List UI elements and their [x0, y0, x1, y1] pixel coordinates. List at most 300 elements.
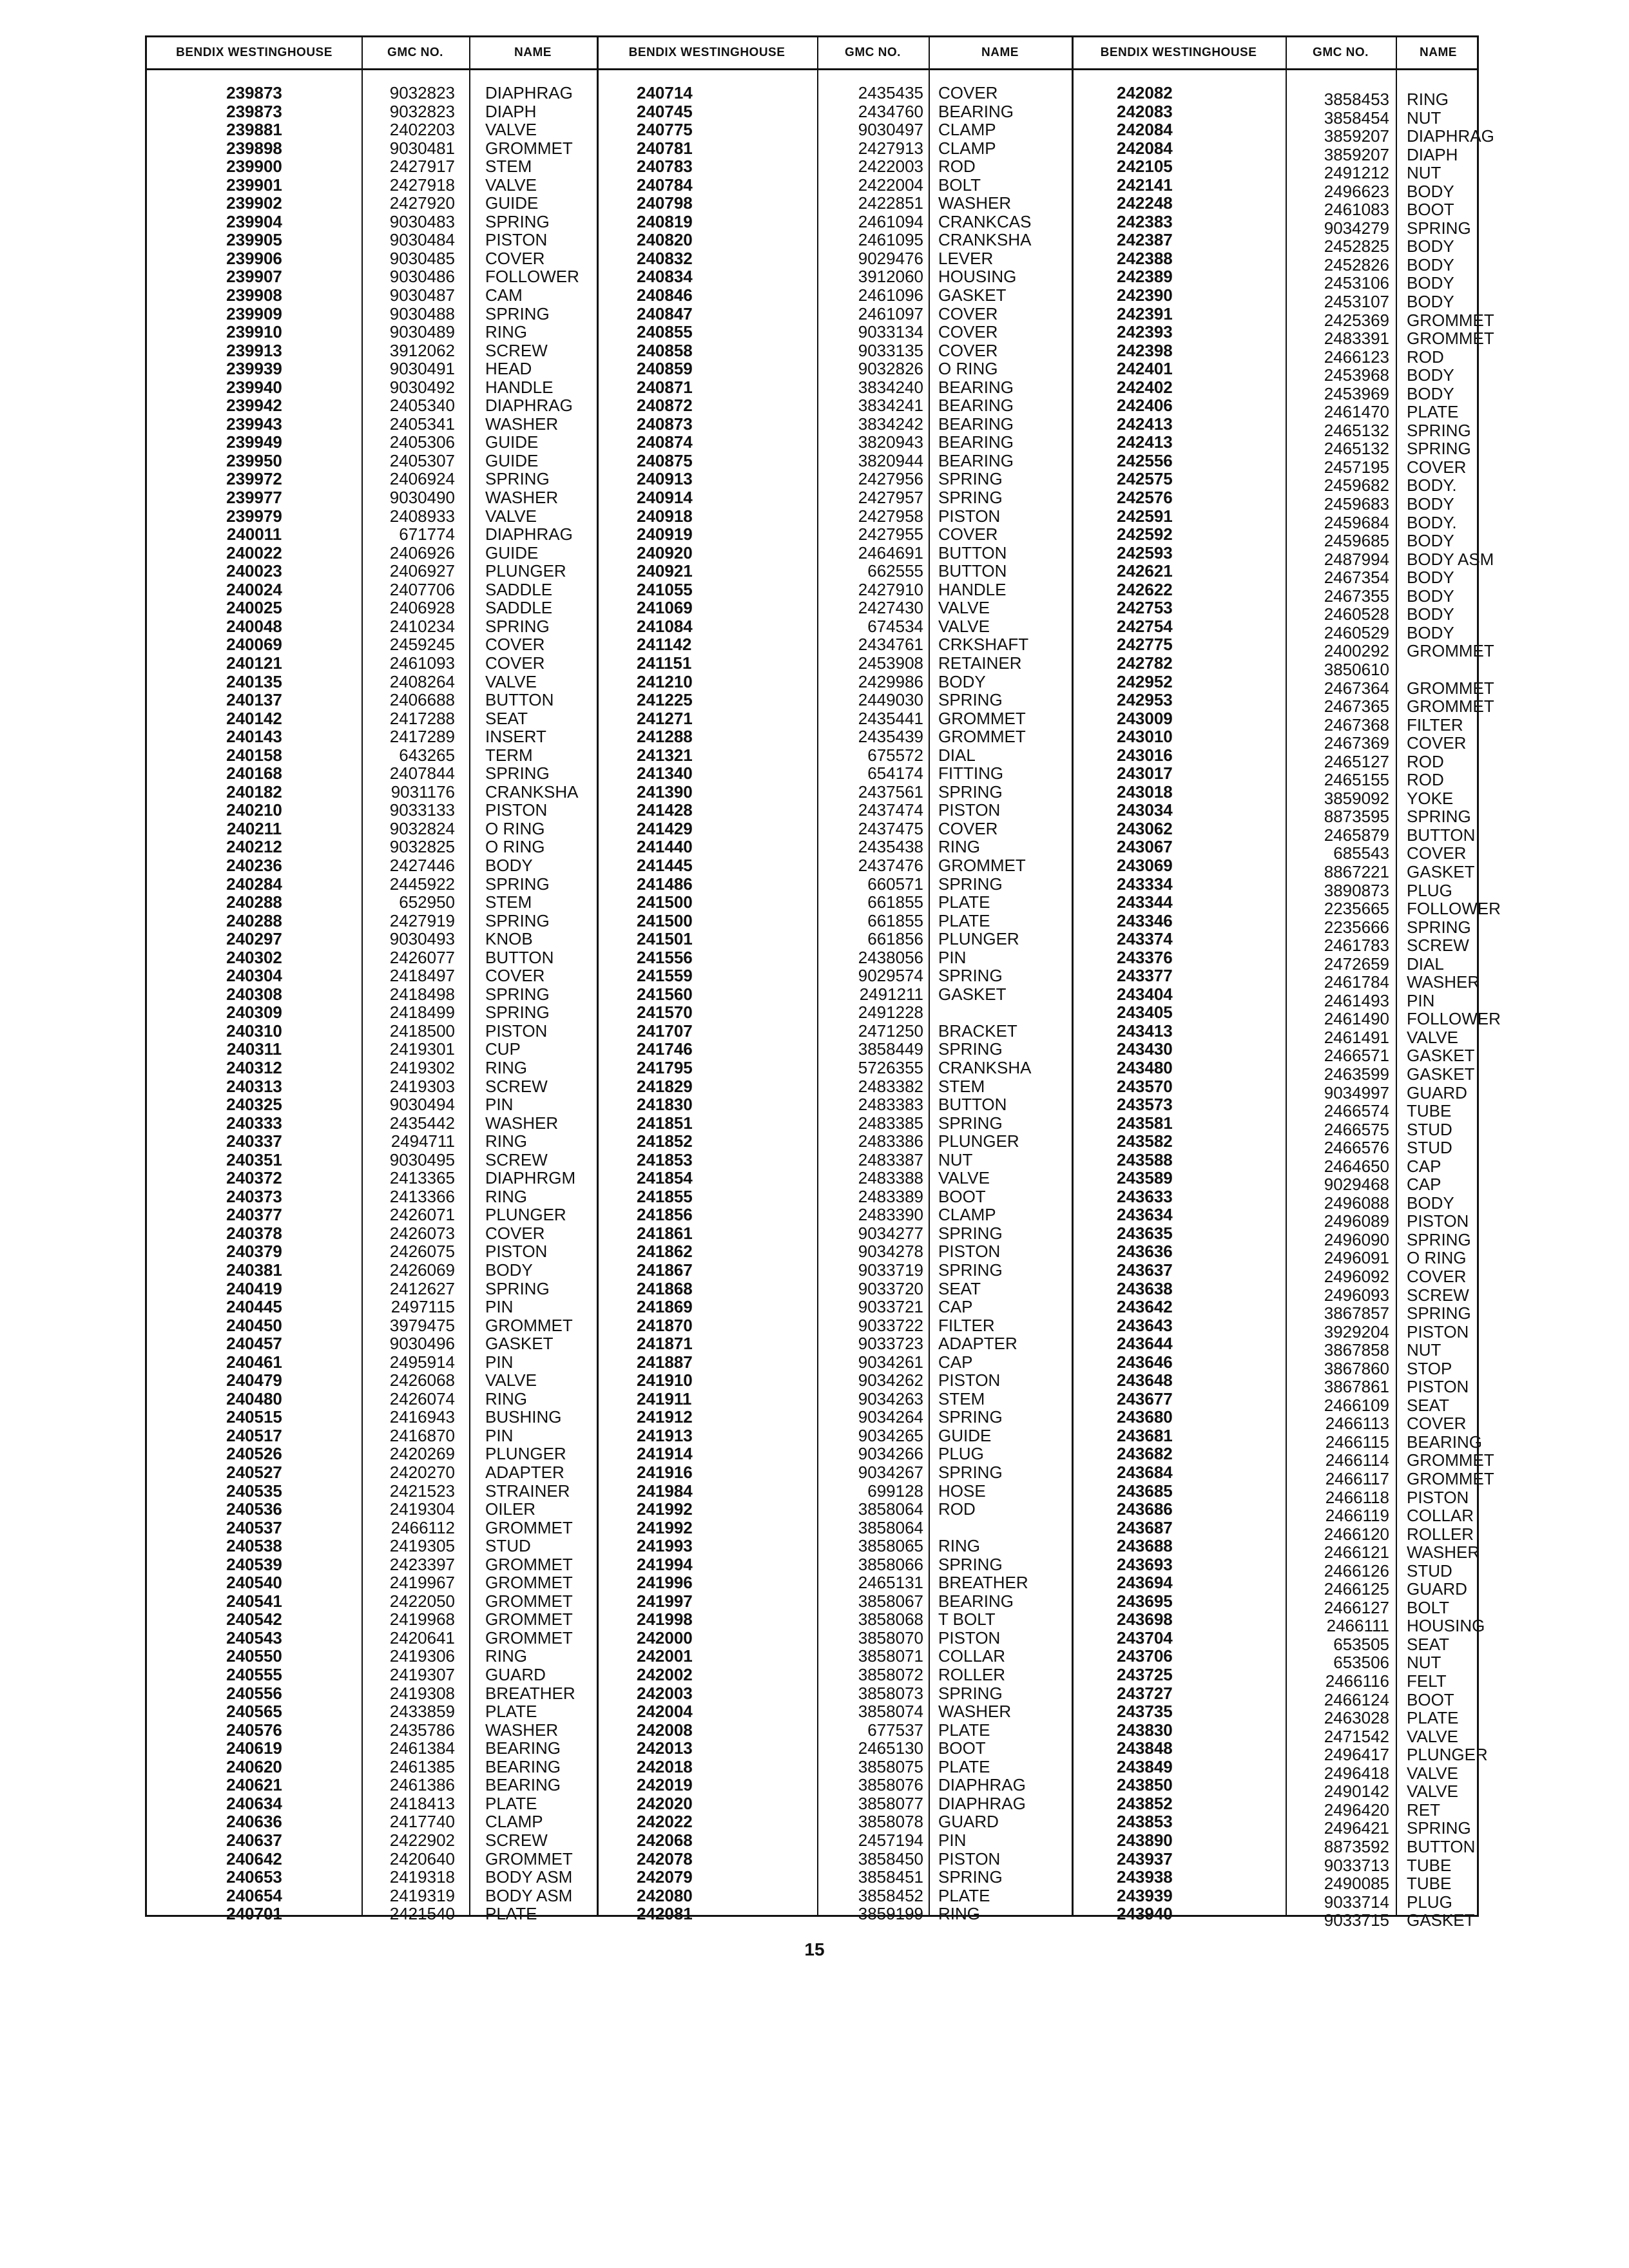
gmc-part-number: 2463028 [1324, 1708, 1389, 1728]
gmc-part-number: 2419303 [389, 1076, 455, 1096]
bendix-part-number: 240620 [226, 1756, 282, 1776]
part-name: PISTON [938, 1628, 1001, 1648]
bendix-part-number: 242019 [637, 1775, 693, 1795]
gmc-part-number: 2406924 [389, 469, 455, 489]
part-name: COLLAR [938, 1646, 1006, 1666]
bendix-part-number: 240011 [226, 524, 282, 544]
part-name: TUBE [1407, 1874, 1452, 1894]
gmc-part-number: 2419308 [389, 1683, 455, 1703]
part-name: VALVE [1407, 1027, 1458, 1047]
bendix-part-number: 240168 [226, 764, 282, 783]
bendix-part-number: 243034 [1117, 800, 1173, 820]
gmc-part-number: 2405306 [389, 432, 455, 452]
gmc-part-number: 2483382 [858, 1076, 923, 1096]
bendix-part-number: 240288 [226, 910, 282, 930]
gmc-part-number: 2459684 [1324, 512, 1389, 532]
part-name: TERM [485, 745, 533, 765]
gmc-part-number: 3867861 [1324, 1377, 1389, 1397]
gmc-part-number: 2418498 [389, 984, 455, 1004]
gmc-part-number: 2459683 [1324, 494, 1389, 514]
part-name: BODY ASM [485, 1867, 573, 1887]
part-name: FOLLOWER [1407, 899, 1501, 919]
gmc-part-number: 3858077 [858, 1793, 923, 1813]
gmc-part-number: 9030485 [389, 248, 455, 268]
bendix-part-number: 243677 [1117, 1389, 1173, 1408]
gmc-part-number: 2461094 [858, 211, 923, 231]
gmc-part-number: 9034997 [1324, 1082, 1389, 1102]
part-name: BRACKET [938, 1021, 1017, 1041]
bendix-part-number: 240637 [226, 1830, 282, 1850]
part-name: FOLLOWER [1407, 1009, 1501, 1029]
bendix-part-number: 243853 [1117, 1812, 1173, 1832]
bendix-part-number: 241445 [637, 855, 693, 875]
part-name: ROD [1407, 770, 1444, 790]
bendix-part-number: 243684 [1117, 1463, 1173, 1483]
part-name: SCREW [1407, 1285, 1469, 1305]
part-name: BEARING [938, 414, 1014, 434]
gmc-part-number: 2408933 [389, 506, 455, 526]
header-gmc-no: GMC NO. [845, 46, 901, 59]
gmc-part-number: 9032824 [389, 818, 455, 838]
part-name: SPRING [938, 1223, 1003, 1243]
gmc-part-number: 2453968 [1324, 365, 1389, 385]
part-name: PIN [485, 1095, 514, 1115]
part-name: CRKSHAFT [938, 635, 1029, 655]
gmc-part-number: 661855 [867, 892, 923, 912]
bendix-part-number: 240069 [226, 635, 282, 655]
gmc-part-number: 3858074 [858, 1702, 923, 1722]
part-name: NUT [938, 1149, 973, 1169]
part-name: PLUNGER [485, 561, 566, 581]
part-name: BODY [1407, 622, 1454, 642]
gmc-part-number: 2460529 [1324, 622, 1389, 642]
part-name: ROD [938, 157, 976, 177]
part-name: ROLLER [938, 1665, 1006, 1685]
part-name [1407, 660, 1479, 679]
part-name: HEAD [485, 359, 532, 379]
gmc-part-number: 674534 [867, 616, 923, 636]
bendix-part-number: 240337 [226, 1131, 282, 1151]
part-name: BEARING [938, 450, 1014, 470]
bendix-part-number: 240304 [226, 966, 282, 986]
bendix-part-number: 240565 [226, 1702, 282, 1722]
part-name: PISTON [938, 1849, 1001, 1869]
gmc-part-number: 2472659 [1324, 954, 1389, 974]
bendix-part-number: 240745 [637, 101, 693, 121]
gmc-part-number: 9030489 [389, 322, 455, 342]
bendix-part-number: 240858 [637, 340, 693, 360]
gmc-part-number: 2483386 [858, 1131, 923, 1151]
bendix-part-number: 241746 [637, 1039, 693, 1059]
bendix-part-number: 242575 [1117, 469, 1173, 489]
part-name: COVER [1407, 733, 1467, 753]
bendix-part-number: 243682 [1117, 1444, 1173, 1464]
part-name: BODY [1407, 494, 1454, 514]
gmc-part-number: 9033723 [858, 1334, 923, 1354]
part-name: SPRING [938, 1683, 1003, 1703]
gmc-part-number: 2437476 [858, 855, 923, 875]
bendix-part-number: 240302 [226, 947, 282, 967]
bendix-part-number: 239901 [226, 175, 282, 195]
bendix-part-number: 240025 [226, 598, 282, 618]
part-name: COVER [938, 322, 998, 342]
gmc-part-number: 9032823 [389, 83, 455, 102]
gmc-part-number: 2496420 [1324, 1800, 1389, 1820]
bendix-part-number: 240783 [637, 157, 693, 177]
bendix-part-number: 239907 [226, 267, 282, 287]
gmc-part-number: 3834240 [858, 377, 923, 397]
gmc-part-number: 2466109 [1324, 1395, 1389, 1415]
gmc-part-number: 2427910 [858, 579, 923, 599]
bendix-part-number: 240619 [226, 1738, 282, 1758]
bendix-part-number: 239977 [226, 488, 282, 508]
gmc-part-number: 2457195 [1324, 457, 1389, 477]
part-name: GUIDE [938, 1425, 992, 1445]
bendix-part-number: 241992 [637, 1517, 693, 1537]
part-name: BUTTON [1407, 825, 1476, 845]
part-name: DIAPHRAG [938, 1793, 1026, 1813]
bendix-part-number: 240642 [226, 1849, 282, 1869]
part-name: PISTON [938, 1242, 1001, 1262]
bendix-part-number: 240378 [226, 1223, 282, 1243]
bendix-part-number: 243376 [1117, 947, 1173, 967]
part-name: VALVE [485, 1370, 537, 1390]
part-name: BODY [1407, 604, 1454, 624]
part-name: SPRING [485, 303, 550, 323]
bendix-part-number: 240536 [226, 1499, 282, 1519]
gmc-part-number: 3858065 [858, 1536, 923, 1556]
part-name: BEARING [485, 1738, 561, 1758]
part-name: PLUNGER [938, 1131, 1019, 1151]
part-name: COLLAR [1407, 1506, 1474, 1526]
part-name: DIAPHRAG [485, 83, 573, 102]
bendix-part-number: 240541 [226, 1591, 282, 1611]
part-name: BEARING [1407, 1432, 1483, 1452]
part-name: BUTTON [485, 947, 554, 967]
part-name: STUD [1407, 1138, 1452, 1158]
part-name: HOSE [938, 1481, 986, 1501]
bendix-part-number: 242082 [1117, 83, 1173, 102]
part-name: BOOT [938, 1738, 986, 1758]
bendix-part-number: 242084 [1117, 138, 1173, 158]
gmc-part-number: 2420269 [389, 1444, 455, 1464]
gmc-part-number: 653505 [1333, 1634, 1389, 1654]
part-name: SPRING [938, 1867, 1003, 1887]
part-name: SPRING [938, 488, 1003, 508]
part-name: BUTTON [1407, 1836, 1476, 1856]
gmc-part-number: 2426075 [389, 1242, 455, 1262]
bendix-part-number: 240871 [637, 377, 693, 397]
bendix-part-number: 242952 [1117, 671, 1173, 691]
gmc-part-number: 9030491 [389, 359, 455, 379]
gmc-part-number: 654174 [867, 764, 923, 783]
gmc-part-number: 2461096 [858, 285, 923, 305]
bendix-part-number: 240634 [226, 1793, 282, 1813]
bendix-part-number: 239972 [226, 469, 282, 489]
gmc-part-number: 2496421 [1324, 1818, 1389, 1838]
part-name: BEARING [938, 432, 1014, 452]
part-name: PLUNGER [485, 1444, 566, 1464]
part-name: PIN [485, 1297, 514, 1317]
bendix-part-number: 240781 [637, 138, 693, 158]
part-name: CLAMP [938, 1205, 996, 1225]
bendix-part-number: 243937 [1117, 1849, 1173, 1869]
gmc-part-number: 2427430 [858, 598, 923, 618]
gmc-part-number: 5726355 [858, 1057, 923, 1077]
bendix-part-number: 240121 [226, 653, 282, 673]
part-name: FITTING [938, 764, 1004, 783]
gmc-part-number: 2461083 [1324, 200, 1389, 220]
part-name: SPRING [938, 690, 1003, 710]
gmc-part-number: 9033715 [1324, 1910, 1389, 1930]
bendix-part-number: 240555 [226, 1665, 282, 1685]
bendix-part-number: 242004 [637, 1702, 693, 1722]
bendix-part-number: 239950 [226, 450, 282, 470]
part-name: BODY [938, 671, 986, 691]
gmc-part-number: 2437561 [858, 782, 923, 802]
gmc-part-number: 3929204 [1324, 1321, 1389, 1341]
bendix-part-number: 240919 [637, 524, 693, 544]
gmc-part-number: 3858076 [858, 1775, 923, 1795]
bendix-part-number: 242020 [637, 1793, 693, 1813]
gmc-part-number: 9033721 [858, 1297, 923, 1317]
part-name: RING [485, 1646, 527, 1666]
bendix-part-number: 243695 [1117, 1591, 1173, 1611]
gmc-part-number: 2467355 [1324, 586, 1389, 606]
part-name: GROMMET [1407, 697, 1494, 716]
gmc-part-number: 2465132 [1324, 420, 1389, 440]
gmc-part-number: 3890873 [1324, 880, 1389, 900]
gmc-part-number: 2427919 [389, 910, 455, 930]
bendix-part-number: 243848 [1117, 1738, 1173, 1758]
part-name: PIN [938, 947, 967, 967]
bendix-part-number: 240288 [226, 892, 282, 912]
gmc-part-number: 2419305 [389, 1536, 455, 1556]
bendix-part-number: 240515 [226, 1407, 282, 1427]
part-name: GROMMET [485, 1591, 573, 1611]
gmc-part-number: 9030483 [389, 211, 455, 231]
bendix-part-number: 240479 [226, 1370, 282, 1390]
gmc-part-number: 2467369 [1324, 733, 1389, 753]
gmc-part-number: 3859207 [1324, 126, 1389, 146]
part-name: COVER [938, 818, 998, 838]
bendix-part-number: 239881 [226, 120, 282, 140]
gmc-part-number: 3858072 [858, 1665, 923, 1685]
part-name: GROMMET [485, 138, 573, 158]
part-name: GUARD [485, 1665, 546, 1685]
bendix-part-number: 240313 [226, 1076, 282, 1096]
bendix-part-number: 243637 [1117, 1260, 1173, 1280]
part-name: HANDLE [938, 579, 1007, 599]
bendix-part-number: 240539 [226, 1554, 282, 1574]
bendix-part-number: 240873 [637, 414, 693, 434]
column-gmc-no [1287, 84, 1389, 1930]
gmc-part-number: 2483389 [858, 1186, 923, 1206]
part-name: RING [485, 1057, 527, 1077]
bendix-part-number: 243016 [1117, 745, 1173, 765]
bendix-part-number: 241853 [637, 1149, 693, 1169]
bendix-part-number: 240284 [226, 874, 282, 894]
bendix-part-number: 240022 [226, 543, 282, 562]
gmc-part-number: 3858071 [858, 1646, 923, 1666]
bendix-part-number: 242413 [1117, 432, 1173, 452]
part-name: PLATE [938, 1756, 990, 1776]
gmc-part-number: 9033133 [389, 800, 455, 820]
bendix-part-number: 241500 [637, 892, 693, 912]
part-name: NUT [1407, 163, 1441, 183]
gmc-part-number: 2461491 [1324, 1027, 1389, 1047]
bendix-part-number: 242068 [637, 1830, 693, 1850]
gmc-part-number: 2453107 [1324, 292, 1389, 312]
bendix-part-number: 241151 [637, 653, 692, 673]
bendix-part-number: 243706 [1117, 1646, 1173, 1666]
gmc-part-number: 3858066 [858, 1554, 923, 1574]
part-name: COVER [1407, 1414, 1467, 1434]
part-name: PISTON [1407, 1377, 1469, 1397]
part-name: PIN [938, 1830, 967, 1850]
bendix-part-number: 241830 [637, 1095, 693, 1115]
gmc-part-number: 2435441 [858, 708, 923, 728]
part-name: SPRING [938, 1039, 1003, 1059]
bendix-part-number: 240543 [226, 1628, 282, 1648]
gmc-part-number: 2406926 [389, 543, 455, 562]
part-name: GROMMET [938, 855, 1026, 875]
bendix-part-number: 242141 [1117, 175, 1173, 195]
bendix-part-number: 243334 [1117, 874, 1173, 894]
gmc-part-number: 2235665 [1324, 899, 1389, 919]
bendix-part-number: 241992 [637, 1499, 693, 1519]
bendix-part-number: 241871 [637, 1334, 693, 1354]
part-name: SPRING [1407, 420, 1471, 440]
bendix-part-number: 242078 [637, 1849, 693, 1869]
part-name: ROLLER [1407, 1524, 1474, 1544]
bendix-part-number: 240872 [637, 396, 693, 416]
bendix-part-number: 242018 [637, 1756, 693, 1776]
part-name: DIAPHRAG [938, 1775, 1026, 1795]
gmc-part-number: 2465132 [1324, 439, 1389, 459]
gmc-part-number: 675572 [867, 745, 923, 765]
gmc-part-number: 8873595 [1324, 807, 1389, 827]
bendix-part-number: 242398 [1117, 340, 1173, 360]
bendix-part-number: 241707 [637, 1021, 693, 1041]
gmc-part-number: 2419306 [389, 1646, 455, 1666]
gmc-part-number: 3820943 [858, 432, 923, 452]
bendix-part-number: 243940 [1117, 1904, 1173, 1924]
part-name: BOLT [938, 175, 981, 195]
bendix-part-number: 243643 [1117, 1315, 1173, 1335]
bendix-part-number: 240210 [226, 800, 282, 820]
gmc-part-number: 2420270 [389, 1463, 455, 1483]
part-name: VALVE [485, 175, 537, 195]
bendix-part-number: 243890 [1117, 1830, 1173, 1850]
gmc-part-number: 2494711 [390, 1131, 455, 1151]
gmc-part-number: 9034264 [858, 1407, 923, 1427]
bendix-part-number: 241440 [637, 837, 693, 857]
bendix-part-number: 242754 [1117, 616, 1173, 636]
bendix-part-number: 242753 [1117, 598, 1173, 618]
bendix-part-number: 242022 [637, 1812, 693, 1832]
bendix-part-number: 240312 [226, 1057, 282, 1077]
part-name: BEARING [485, 1756, 561, 1776]
part-name: NUT [1407, 108, 1441, 128]
bendix-part-number: 241559 [637, 966, 693, 986]
gmc-part-number: 9030484 [389, 230, 455, 250]
gmc-part-number: 2426073 [389, 1223, 455, 1243]
part-name: COVER [485, 966, 545, 986]
bendix-part-number: 240918 [637, 506, 693, 526]
bendix-part-number: 241916 [637, 1463, 693, 1483]
part-name: GROMMET [938, 708, 1026, 728]
gmc-part-number: 2461097 [858, 303, 923, 323]
gmc-part-number: 2495914 [389, 1352, 455, 1372]
part-name: SPRING [1407, 439, 1471, 459]
part-name: SPRING [485, 469, 550, 489]
gmc-part-number: 2433859 [389, 1702, 455, 1722]
gmc-part-number: 2417288 [389, 708, 455, 728]
part-name: SPRING [485, 874, 550, 894]
part-name: BODY [485, 855, 533, 875]
part-name: SPRING [1407, 807, 1471, 827]
part-name: OILER [485, 1499, 536, 1519]
bendix-part-number: 243009 [1117, 708, 1173, 728]
gmc-part-number: 2419307 [389, 1665, 455, 1685]
gmc-part-number: 2437474 [858, 800, 923, 820]
part-name: VALVE [938, 616, 990, 636]
gmc-part-number: 2466124 [1324, 1689, 1389, 1709]
part-name: COVER [1407, 1267, 1467, 1286]
gmc-part-number: 2426071 [389, 1205, 455, 1225]
bendix-part-number: 241084 [637, 616, 693, 636]
gmc-part-number: 2496089 [1324, 1211, 1389, 1231]
gmc-part-number: 2466126 [1324, 1561, 1389, 1581]
part-name: GASKET [485, 1334, 554, 1354]
gmc-part-number: 9030486 [389, 267, 455, 287]
bendix-part-number: 241486 [637, 874, 693, 894]
bendix-part-number: 240373 [226, 1186, 282, 1206]
column-bendix-westinghouse [598, 84, 830, 1923]
bendix-part-number: 240798 [637, 193, 693, 213]
bendix-part-number: 242387 [1117, 230, 1173, 250]
header-rule [147, 68, 1477, 70]
bendix-part-number: 241321 [637, 745, 693, 765]
bendix-part-number: 239902 [226, 193, 282, 213]
part-name: PLATE [938, 892, 990, 912]
gmc-part-number: 2425369 [1324, 310, 1389, 330]
gmc-part-number: 3858078 [858, 1812, 923, 1832]
part-name: PLATE [1407, 402, 1459, 422]
part-name: STEM [938, 1389, 985, 1408]
part-name: PISTON [485, 230, 548, 250]
bendix-part-number: 240372 [226, 1168, 282, 1188]
bendix-part-number: 239943 [226, 414, 282, 434]
gmc-part-number: 2427920 [389, 193, 455, 213]
part-name: O RING [1407, 1248, 1467, 1268]
gmc-part-number: 2419318 [389, 1867, 455, 1887]
part-name: SPRING [485, 910, 550, 930]
part-name: STEM [938, 1076, 985, 1096]
gmc-part-number: 2422003 [858, 157, 923, 177]
bendix-part-number: 243680 [1117, 1407, 1173, 1427]
bendix-part-number: 243852 [1117, 1793, 1173, 1813]
part-name: PLUG [1407, 880, 1452, 900]
gmc-part-number: 2459682 [1324, 476, 1389, 495]
gmc-part-number: 2421523 [389, 1481, 455, 1501]
part-name: PLUNGER [938, 929, 1019, 949]
gmc-part-number: 2400292 [1324, 641, 1389, 661]
bendix-part-number: 242001 [637, 1646, 693, 1666]
part-name: STUD [485, 1536, 531, 1556]
bendix-part-number: 240874 [637, 432, 693, 452]
